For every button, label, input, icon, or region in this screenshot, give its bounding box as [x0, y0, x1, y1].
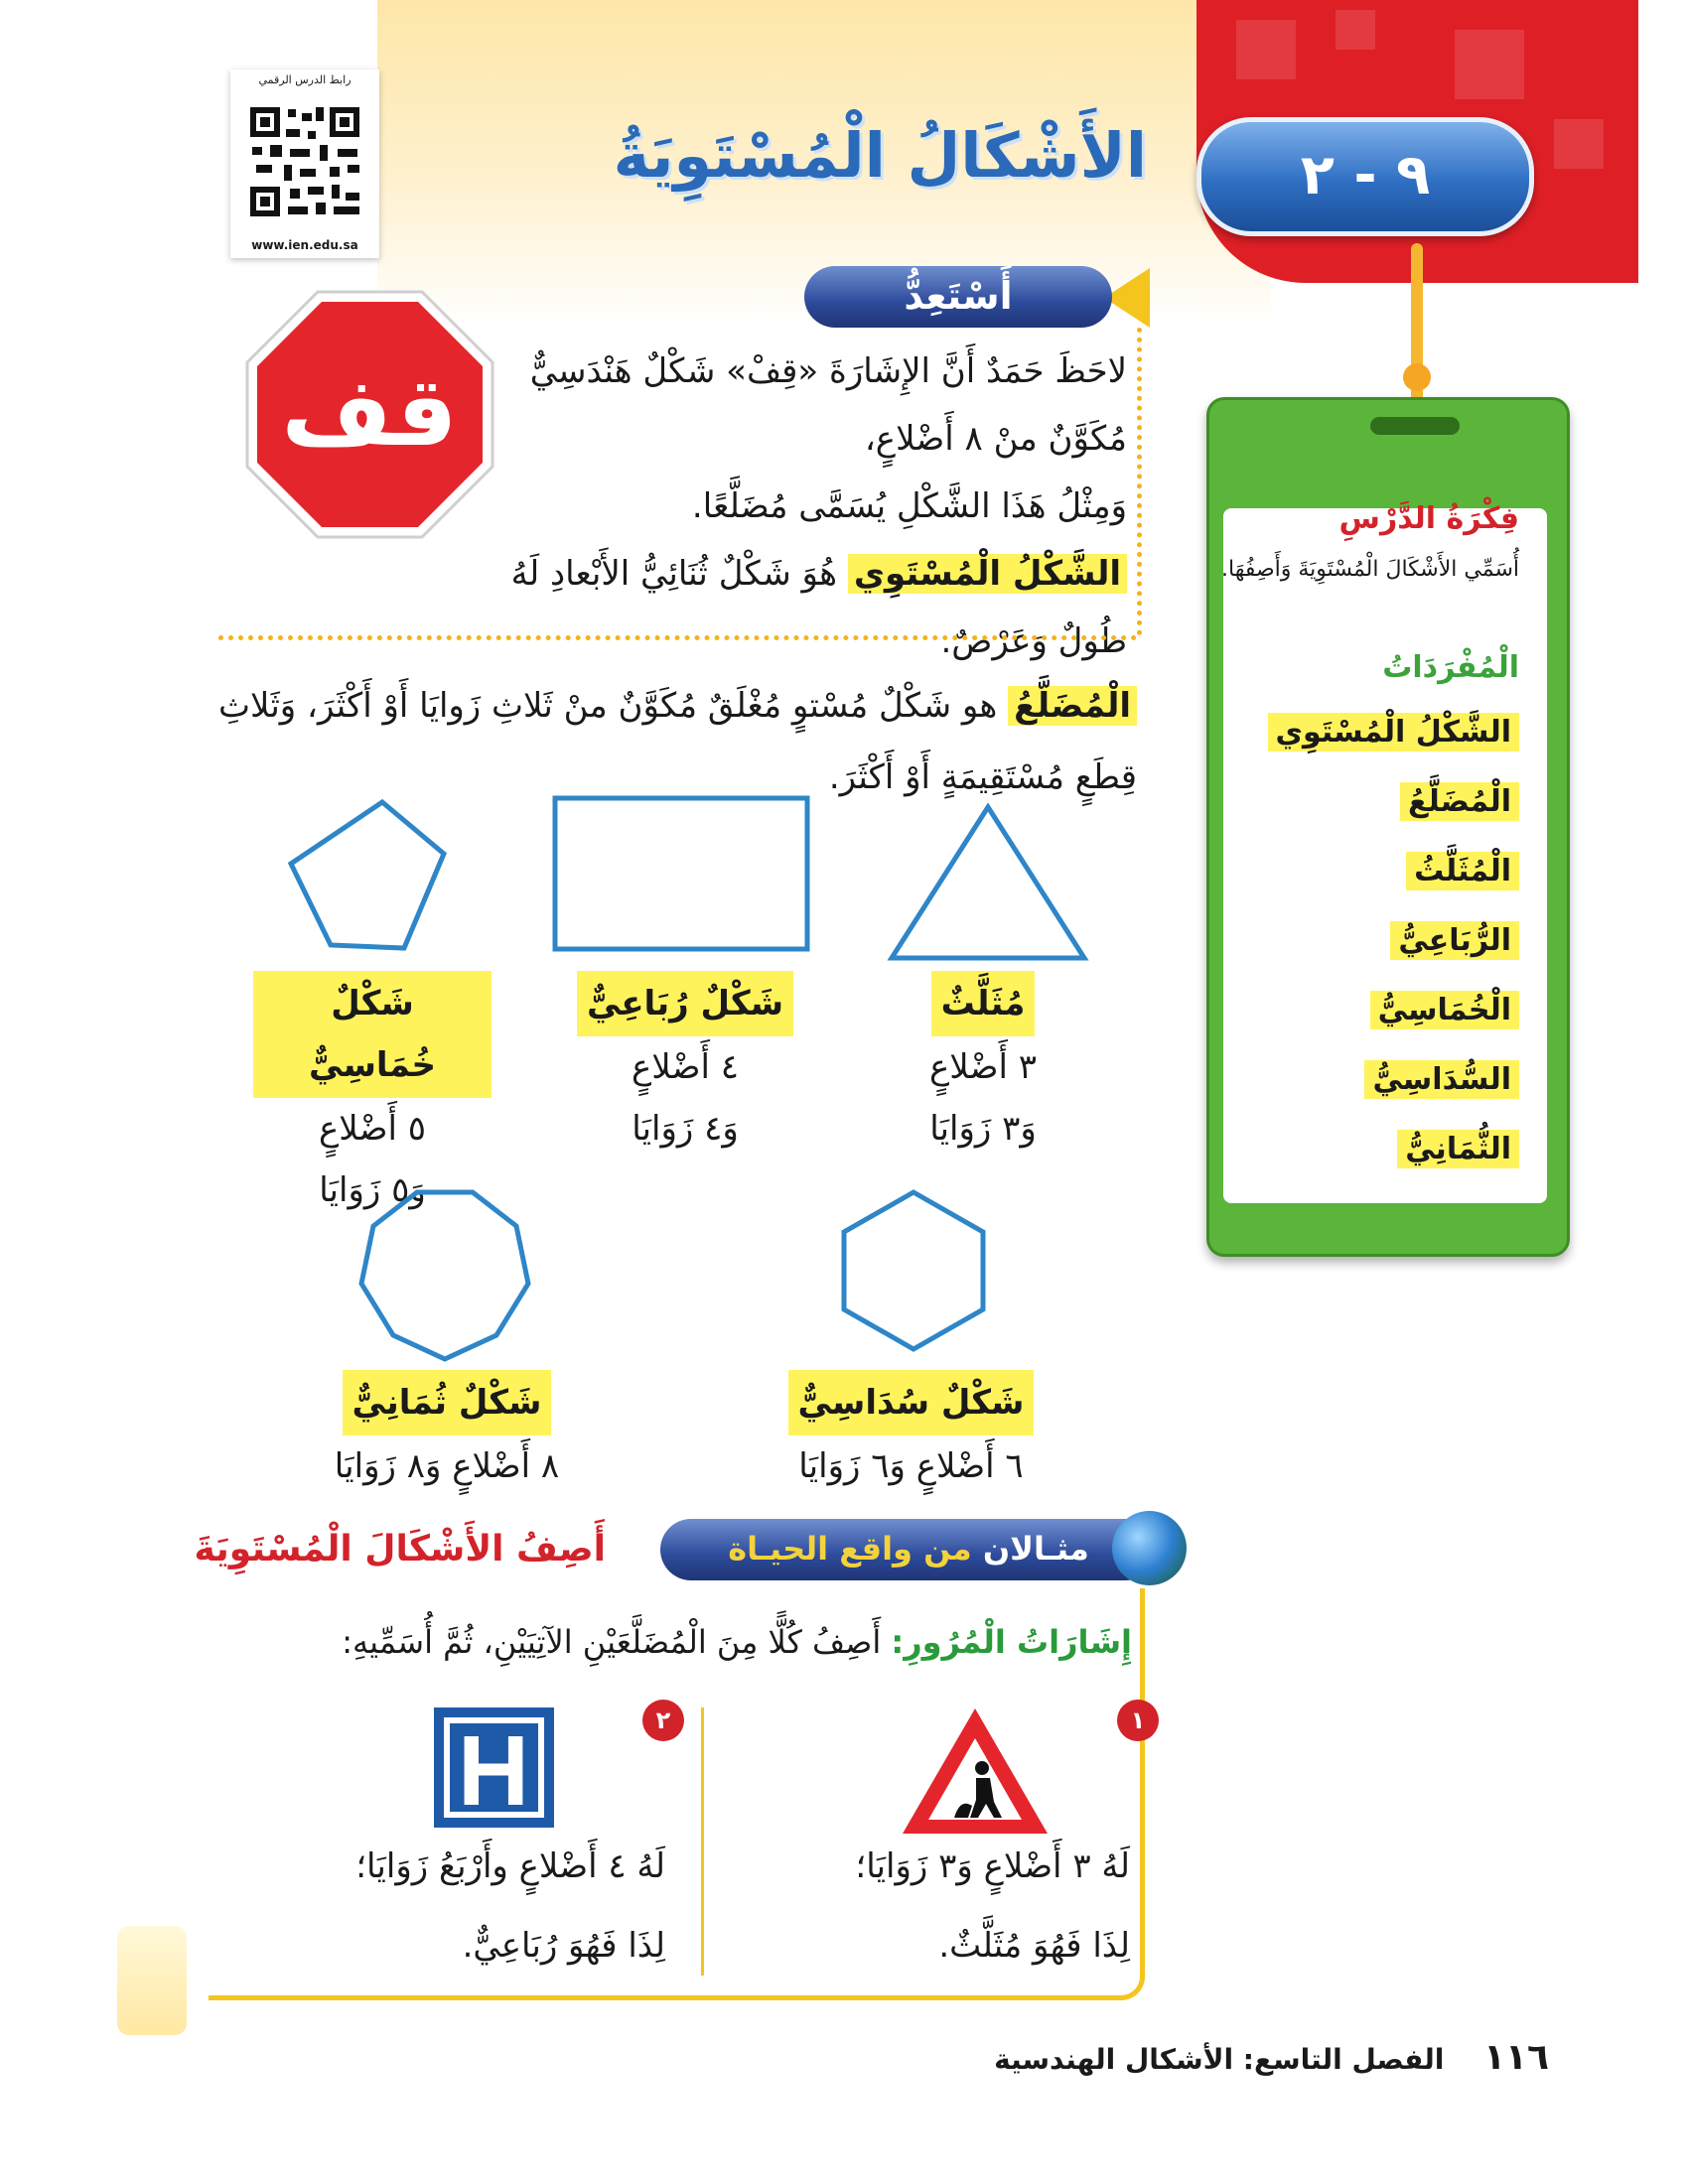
- side-logo: [117, 1926, 187, 2035]
- lesson-idea-text: أُسَمِّي الأَشْكَالَ الْمُسْتَوِيَةَ وَأَصِفُهَا.: [1221, 557, 1519, 582]
- examples-intro: [238, 1623, 1132, 1661]
- hexagon-label: [770, 1370, 1053, 1497]
- example-1-badge: ١: [1117, 1700, 1159, 1741]
- plane-shape-definition: هُوَ شَكْلٌ ثُنَائِيُّ الأَبْعادِ لَهُ طُولٌ وَعَرْضٌ.: [510, 554, 1127, 661]
- octagon-info: ٨ أَضْلاعٍ وَ٨ زَوَايَا: [334, 1446, 560, 1486]
- describe-shapes-title: أَصِفُ الأَشْكَالَ الْمُسْتَوِيَةَ: [194, 1529, 606, 1570]
- hexagon-info: ٦ أَضْلاعٍ وَ٦ زَوَايَا: [798, 1446, 1024, 1486]
- get-ready-label: أَسْتَعِدُّ: [804, 266, 1112, 328]
- pentagon-label: [253, 971, 492, 1221]
- pentagon-angles: وَ٥ زَوَايَا: [319, 1170, 426, 1210]
- rectangle-shape: [551, 794, 814, 953]
- triangle-sides: ٣ أَضْلاعٍ: [929, 1047, 1037, 1087]
- hexagon-shape: [834, 1186, 993, 1355]
- examples-intro-text: أَصِفُ كُلًّا مِنَ الْمُضَلَّعَيْنِ الآتِيَيْنِ، ثُمَّ أُسَمِّيهِ:: [342, 1623, 882, 1661]
- qr-url[interactable]: www.ien.edu.sa: [251, 238, 358, 252]
- quadrilateral-name: شَكْلٌ رُبَاعِيٌّ: [577, 971, 793, 1036]
- hospital-sign-letter: H: [457, 1715, 530, 1827]
- divider: [218, 635, 1137, 640]
- quadrilateral-angles: وَ٤ زَوَايَا: [632, 1109, 739, 1149]
- qr-code-icon: [230, 69, 379, 258]
- vocab-item: الْمُضَلَّعُ: [1221, 784, 1519, 819]
- polygon-definition: [194, 670, 1137, 813]
- ready-line-3: وَمِثْلُ هَذَا الشَّكْلِ يُسَمَّى مُضَلَّعًا.: [691, 486, 1127, 526]
- ready-border: [1137, 328, 1142, 635]
- octagon-name: شَكْلٌ ثُمَانِيٌّ: [343, 1370, 552, 1435]
- qr-code[interactable]: [230, 69, 379, 258]
- vocab-item: الْمُثَلَّثُ: [1221, 854, 1519, 888]
- quadrilateral-sides: ٤ أَضْلاعٍ: [632, 1047, 739, 1087]
- ready-definition: [452, 540, 1127, 675]
- page-footer: [994, 2037, 1549, 2078]
- globe-icon: [1112, 1511, 1187, 1585]
- hexagon-name: شَكْلٌ سُدَاسِيٌّ: [788, 1370, 1035, 1435]
- vocab-item: الْخُمَاسِيُّ: [1221, 993, 1519, 1027]
- example-1-text: [802, 1827, 1130, 1985]
- page-title: الأَشْكَالُ الْمُسْتَوِيَةُ: [613, 119, 1147, 192]
- lesson-idea-title: فِكْرَةُ الدَّرْسِ: [1338, 501, 1519, 536]
- vocab-item: الرُّبَاعِيُّ: [1221, 923, 1519, 958]
- card-hole: [1370, 417, 1460, 435]
- cord-icon: [1402, 243, 1432, 422]
- polygon-definition-text: هو شَكْلٌ مُسْتوٍ مُغْلَقٌ مُكَوَّنٌ منْ ثَلاثِ زَوايَا أَوْ أَكْثَرَ، وَثَلاثِ قِطَعٍ مُسْتَقِيمَةٍ أَوْ أَكْثَرَ.: [218, 686, 1137, 797]
- vocab-item: الثُّمَانِيُّ: [1221, 1132, 1519, 1166]
- octagon-label: [298, 1370, 596, 1497]
- stop-sign-text: قف: [281, 356, 458, 468]
- example-2-line-2: لِذَا فَهُوَ رُبَاعِيٌّ.: [462, 1926, 665, 1966]
- chapter-title: الفصل التاسع: الأشكال الهندسية: [994, 2043, 1445, 2076]
- examples-divider: [701, 1707, 704, 1976]
- get-ready-text: [452, 338, 1127, 675]
- qr-caption: رابط الدرس الرقمي: [258, 73, 352, 86]
- vocabulary-title: الْمُفْرَدَاتُ: [1382, 650, 1519, 685]
- ready-line-1: لاحَظَ حَمَدٌ أَنَّ الإِشَارَةَ «قِفْ» شَكْلٌ هَنْدَسِيٌّ: [529, 351, 1127, 391]
- example-2-line-1: لَهُ ٤ أَضْلاعٍ وأَرْبَعُ زَوَايَا؛: [355, 1846, 665, 1886]
- pentagon-sides: ٥ أَضْلاعٍ: [319, 1109, 426, 1149]
- octagon-shape: [355, 1186, 534, 1365]
- examples-banner: [660, 1519, 1157, 1580]
- quadrilateral-label: [556, 971, 814, 1160]
- roadwork-sign-icon: [899, 1703, 1053, 1842]
- vocab-item: الشَّكْلُ الْمُسْتَوِي: [1221, 715, 1519, 750]
- triangle-name: مُثَلَّثٌ: [931, 971, 1036, 1036]
- pentagon-shape: [283, 794, 452, 958]
- traffic-signs-term: إِشَارَاتُ الْمُرُورِ:: [891, 1623, 1132, 1661]
- example-1-line-2: لِذَا فَهُوَ مُثَلَّثٌ.: [938, 1926, 1130, 1966]
- vocab-item: السُّدَاسِيُّ: [1221, 1062, 1519, 1097]
- polygon-term: الْمُضَلَّعُ: [1008, 686, 1137, 726]
- examples-banner-part1: مثـالان: [982, 1530, 1089, 1568]
- triangle-shape: [884, 799, 1092, 968]
- example-2-text: [268, 1827, 665, 1985]
- page-number: ١١٦: [1483, 2037, 1549, 2078]
- lesson-number: ٩ - ٢: [1196, 117, 1534, 236]
- pentagon-name: شَكْلٌ خُمَاسِيٌّ: [253, 971, 492, 1098]
- example-2-badge: ٢: [642, 1700, 684, 1741]
- ready-line-2: مُكَوَّنٌ منْ ٨ أَضْلاعٍ،: [864, 419, 1127, 459]
- triangle-angles: وَ٣ زَوَايَا: [929, 1109, 1037, 1149]
- plane-shape-term: الشَّكْلُ الْمُسْتَوِي: [848, 554, 1127, 594]
- hospital-sign-icon: [432, 1706, 556, 1830]
- example-1-line-1: لَهُ ٣ أَضْلاعٍ وَ٣ زَوَايَا؛: [855, 1846, 1130, 1886]
- examples-banner-part2: من واقع الحيـاة: [728, 1530, 972, 1568]
- triangle-label: [874, 971, 1092, 1160]
